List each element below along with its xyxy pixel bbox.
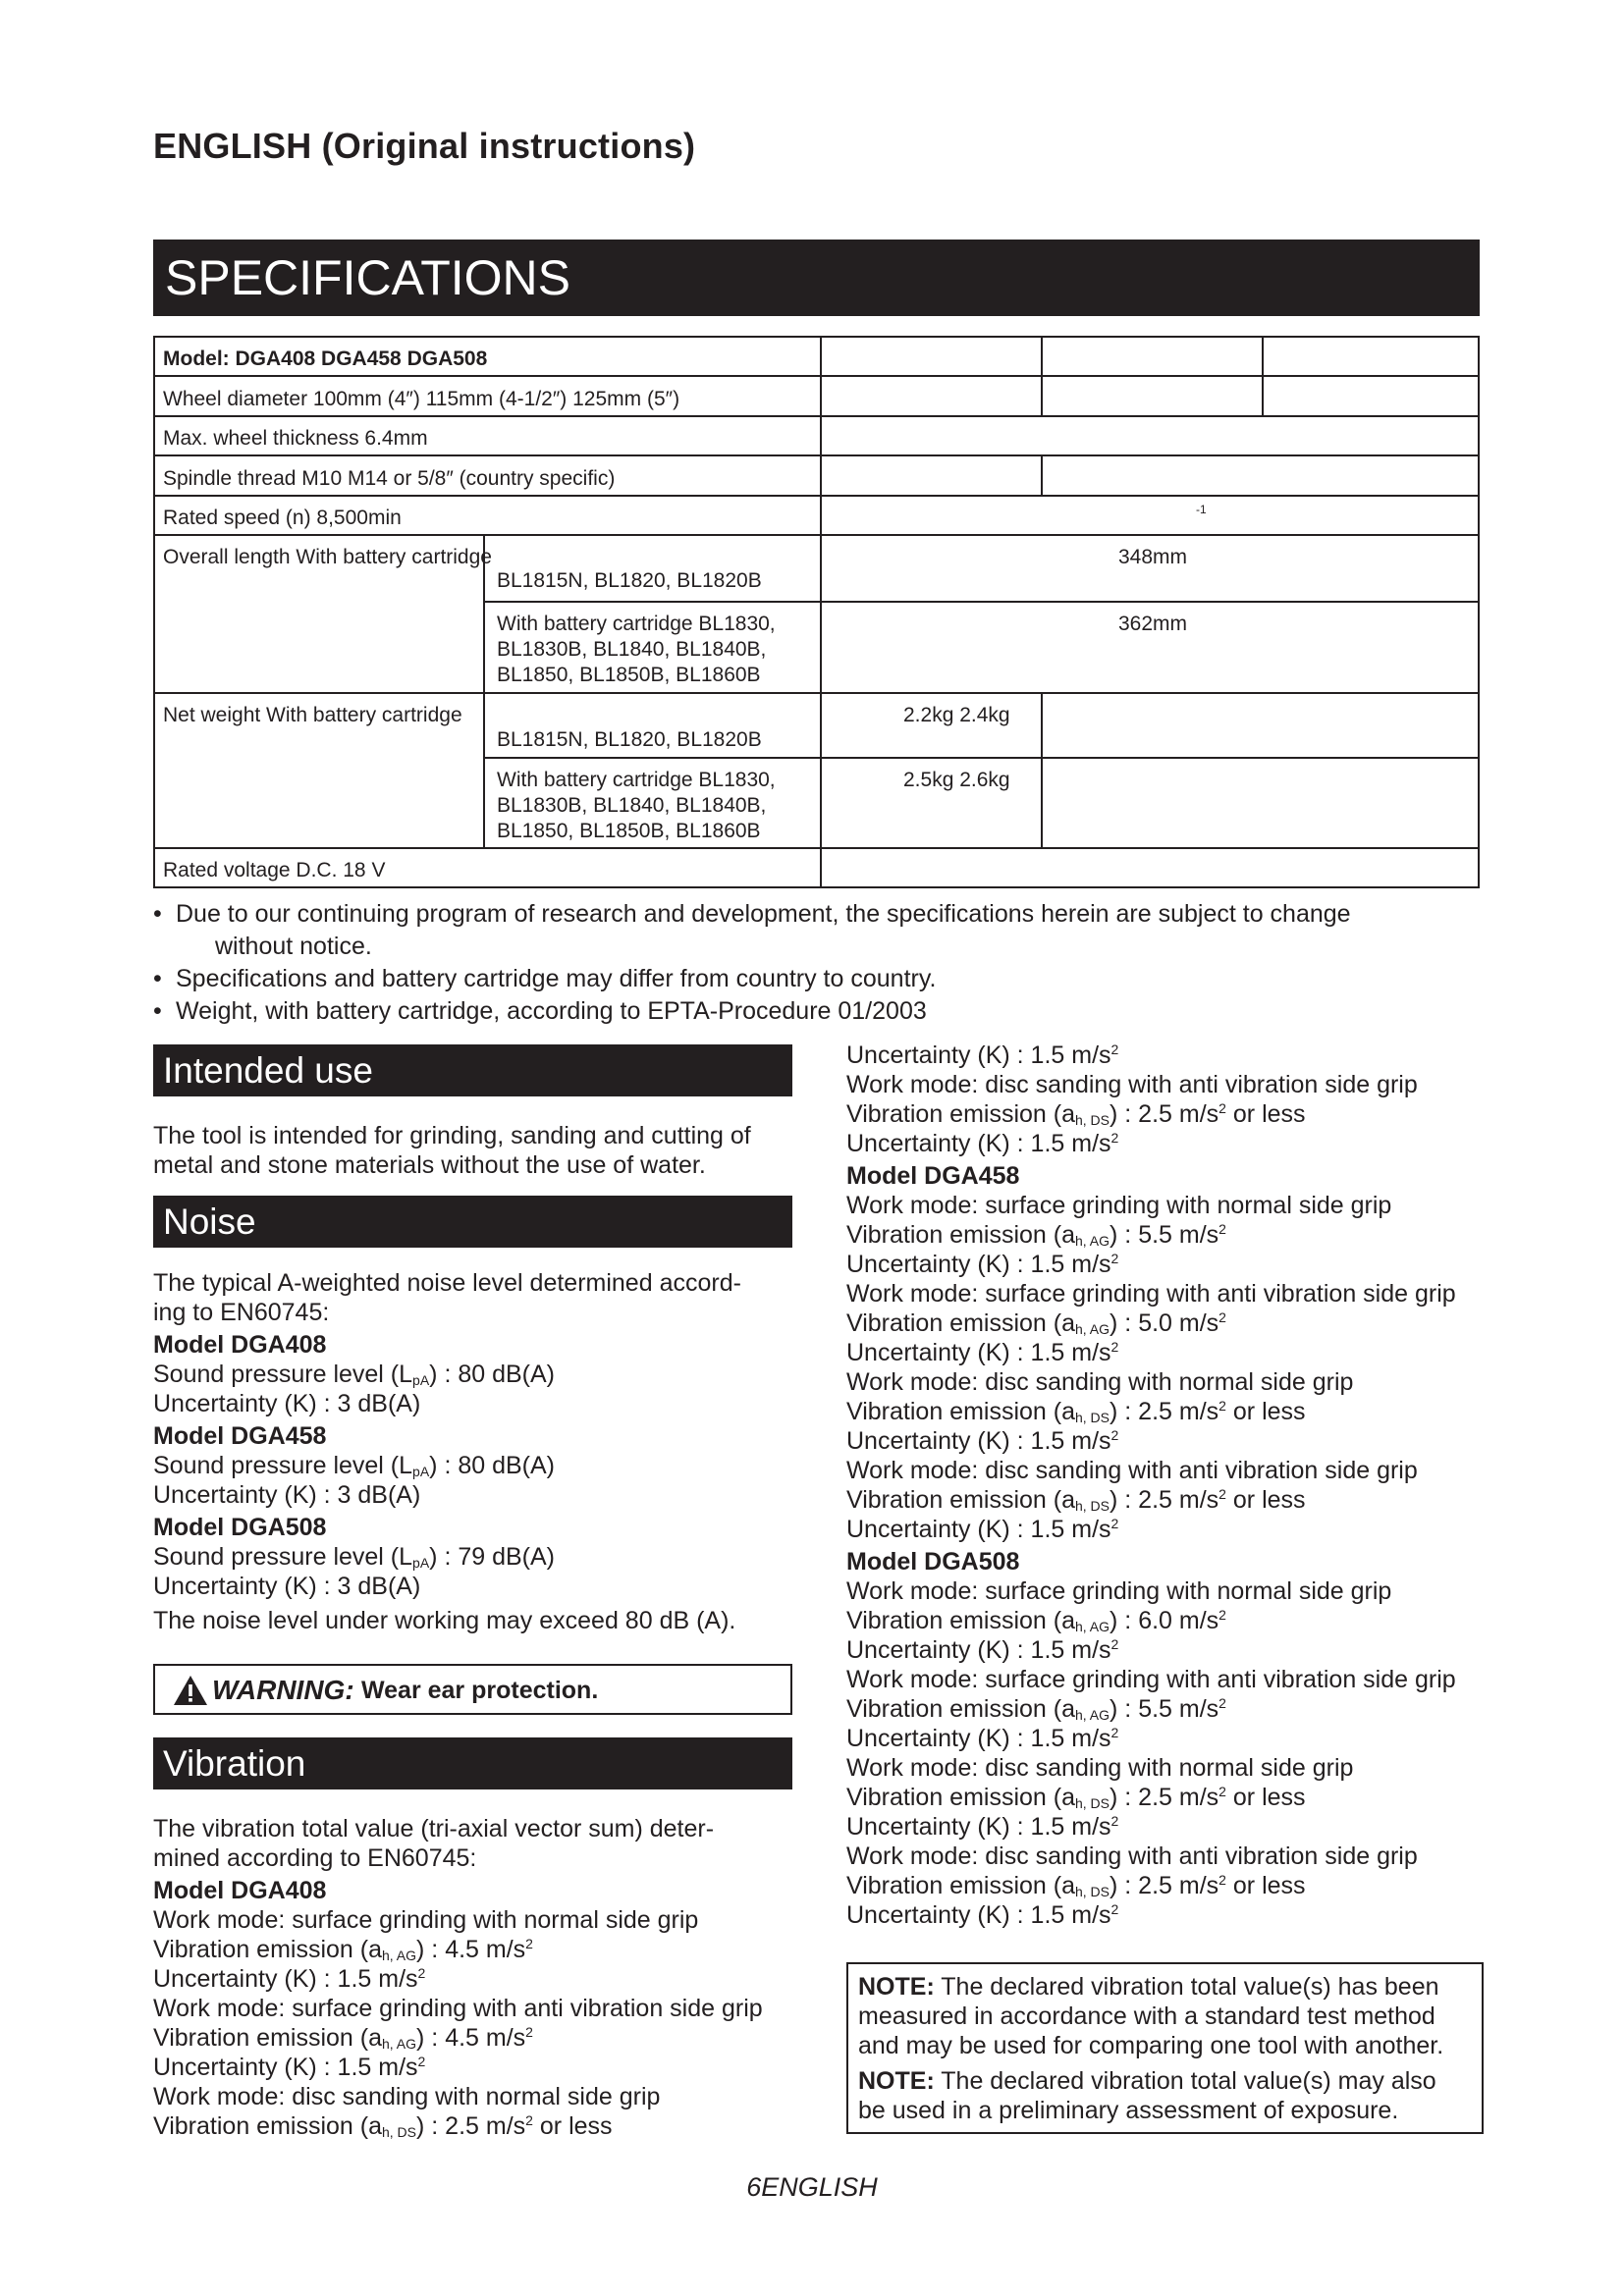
vibration-emission-line: Vibration emission $(a_{h, AG})$ : 5.5 $m/s^2$ (846, 1695, 1226, 1723)
work-mode-line: Work mode: disc sanding with normal side grip (846, 1368, 1354, 1396)
vibration-emission-line: Vibration emission $(a_{h, DS})$ : 2.5 $m/s^2$ or less (846, 1486, 1306, 1514)
vibration-intro-line-1: The vibration total value (tri-axial vector sum) deter- (153, 1815, 715, 1842)
work-mode-line: Work mode: disc sanding with anti vibration side grip (846, 1071, 1418, 1098)
note-1-line-3: and may be used for comparing one tool with another. (858, 2032, 1444, 2059)
page-footer: 6ENGLISH (746, 2172, 878, 2202)
bullet-icon: • (153, 900, 162, 928)
intended-use-line-1: The tool is intended for grinding, sanding and cutting of (153, 1122, 751, 1149)
spec-battery-group-1: BL1815N, BL1820, BL1820B (497, 569, 762, 592)
footnote-1-line-2: without notice. (215, 933, 372, 960)
spec-footnotes (153, 898, 1489, 1028)
note-2-line-1: The declared vibration total value(s) may also (941, 2067, 1436, 2095)
note-box (846, 1962, 1484, 2134)
vibration-model-dga458: Model DGA458 (846, 1162, 1020, 1190)
work-mode-line: Work mode: disc sanding with normal side grip (846, 1754, 1354, 1782)
uncertainty-line: Uncertainty (K) : 1.5 $m/s^2$ (846, 1130, 1119, 1157)
footnote-1 (153, 898, 1489, 963)
spec-battery-group-2-line-3: BL1850, BL1850B, BL1860B (497, 664, 761, 686)
intended-use-line-2: metal and stone materials without the use of water. (153, 1151, 706, 1179)
note-2-line-2: be used in a preliminary assessment of exposure. (858, 2097, 1399, 2124)
uncertainty-line: Uncertainty (K) : 1.5 $m/s^2$ (846, 1516, 1119, 1543)
specifications-table (153, 336, 1480, 888)
specifications-heading: SPECIFICATIONS (153, 240, 1480, 316)
noise-model-dga458: Model DGA458 (153, 1422, 327, 1450)
spec-max-thickness-row: Max. wheel thickness 6.4mm (163, 427, 428, 450)
intended-use-text (153, 1121, 751, 1180)
vibration-emission-line: Vibration emission $(a_{h, AG})$ : 5.5 $m/s^2$ (846, 1221, 1226, 1249)
vibration-emission-line: Vibration emission $(a_{h, DS})$ : 2.5 $m/s^2$ or less (846, 1784, 1306, 1811)
warning-triangle-icon (173, 1675, 208, 1706)
uncertainty-line: Uncertainty (K) : 1.5 $m/s^2$ (153, 2054, 426, 2081)
spec-length-2: 362mm (1118, 613, 1188, 635)
work-mode-line: Work mode: disc sanding with normal side grip (153, 2083, 661, 2110)
uncertainty-line: Uncertainty (K) : 1.5 $m/s^2$ (846, 1427, 1119, 1455)
noise-exceed-note: The noise level under working may exceed 80 dB (A). (153, 1607, 736, 1634)
bullet-icon: • (153, 997, 162, 1025)
spec-battery-group-2-weight-line-2: BL1830B, BL1840, BL1840B, (497, 794, 767, 817)
spec-weight-2: 2.5kg 2.6kg (903, 769, 1010, 791)
work-mode-line: Work mode: disc sanding with anti vibration side grip (846, 1457, 1418, 1484)
spec-battery-group-2-line-1: With battery cartridge BL1830, (497, 613, 776, 635)
note-2-label: NOTE: (858, 2067, 935, 2095)
footnote-1-line-1: Due to our continuing program of research and development, the specifications herein are subject to change (176, 900, 1351, 928)
warning-text: Wear ear protection. (361, 1677, 599, 1704)
spec-net-weight-label: Net weight With battery cartridge (163, 704, 462, 726)
spec-battery-group-2-weight-line-3: BL1850, BL1850B, BL1860B (497, 820, 761, 842)
noise-uncertainty-dga508: Uncertainty (K) : 3 dB(A) (153, 1573, 421, 1600)
work-mode-line: Work mode: surface grinding with anti vibration side grip (846, 1280, 1456, 1308)
vibration-emission-line: Vibration emission $(a_{h, DS})$ : 2.5 $m/s^2$ or less (846, 1100, 1306, 1128)
spec-rated-speed-superscript: -1 (1196, 503, 1207, 516)
noise-uncertainty-dga408: Uncertainty (K) : 3 dB(A) (153, 1390, 421, 1417)
spec-battery-group-2-line-2: BL1830B, BL1840, BL1840B, (497, 638, 767, 661)
uncertainty-line: Uncertainty (K) : 1.5 $m/s^2$ (846, 1813, 1119, 1841)
vibration-heading: Vibration (153, 1737, 792, 1789)
vibration-model-dga508: Model DGA508 (846, 1548, 1020, 1575)
noise-spl-dga458: Sound pressure level $(L_{pA})$ : 80 dB(A) (153, 1452, 556, 1479)
warning-box (153, 1664, 792, 1715)
vibration-right-column (846, 1041, 1456, 1930)
spec-weight-1: 2.2kg 2.4kg (903, 704, 1010, 726)
noise-section (153, 1268, 741, 1635)
work-mode-line: Work mode: disc sanding with anti vibration side grip (846, 1842, 1418, 1870)
note-1-label: NOTE: (858, 1973, 935, 2001)
spec-model-row: Model: DGA408 DGA458 DGA508 (163, 347, 488, 370)
spec-rated-speed-row: Rated speed (n) 8,500min (163, 507, 402, 529)
work-mode-line: Work mode: surface grinding with anti vibration side grip (846, 1666, 1456, 1693)
spec-battery-group-2-weight-line-1: With battery cartridge BL1830, (497, 769, 776, 791)
spec-battery-group-1-weight: BL1815N, BL1820, BL1820B (497, 728, 762, 751)
table-grid (153, 336, 1480, 888)
work-mode-line: Work mode: surface grinding with anti vibration side grip (153, 1995, 763, 2022)
warning-label: WARNING: (212, 1675, 354, 1705)
vibration-emission-line: Vibration emission $(a_{h, DS})$ : 2.5 $m/s^2$ or less (846, 1398, 1306, 1425)
spec-spindle-thread-row: Spindle thread M10 M14 or 5/8″ (country specific) (163, 467, 616, 490)
note-1-line-2: measured in accordance with a standard test method (858, 2002, 1435, 2030)
uncertainty-line: Uncertainty (K) : 1.5 $m/s^2$ (846, 1339, 1119, 1366)
vibration-emission-line: Vibration emission $(a_{h, AG})$ : 6.0 $m/s^2$ (846, 1607, 1226, 1634)
vibration-model-dga408: Model DGA408 (153, 1877, 327, 1904)
uncertainty-line: Uncertainty (K) : 1.5 $m/s^2$ (846, 1636, 1119, 1664)
note-1-line-1: The declared vibration total value(s) has been (941, 1973, 1439, 2001)
uncertainty-line: Uncertainty (K) : 1.5 $m/s^2$ (846, 1901, 1119, 1929)
work-mode-line: Work mode: surface grinding with normal side grip (846, 1192, 1392, 1219)
note-1 (858, 1972, 1482, 2060)
intended-use-heading: Intended use (153, 1044, 792, 1096)
footnote-3-text: Weight, with battery cartridge, according to EPTA-Procedure 01/2003 (176, 997, 927, 1025)
noise-uncertainty-dga458: Uncertainty (K) : 3 dB(A) (153, 1481, 421, 1509)
uncertainty-line: Uncertainty (K) : 1.5 $m/s^2$ (846, 1041, 1119, 1069)
noise-model-dga508: Model DGA508 (153, 1514, 327, 1541)
vibration-emission-line: Vibration emission $(a_{h, AG})$ : 4.5 $m/s^2$ (153, 1936, 533, 1963)
footnote-3 (153, 995, 1489, 1028)
noise-spl-dga508: Sound pressure level $(L_{pA})$ : 79 dB(A) (153, 1543, 556, 1571)
spec-length-1: 348mm (1118, 546, 1188, 568)
footnote-2-text: Specifications and battery cartridge may differ from country to country. (176, 965, 937, 992)
bullet-icon: • (153, 965, 162, 992)
noise-heading: Noise (153, 1196, 792, 1248)
vibration-emission-line: Vibration emission $(a_{h, AG})$ : 5.0 $m/s^2$ (846, 1309, 1226, 1337)
vibration-emission-line: Vibration emission $(a_{h, DS})$ : 2.5 $m/s^2$ or less (846, 1872, 1306, 1899)
noise-intro-line-2: ing to EN60745: (153, 1299, 330, 1326)
page-title: ENGLISH (Original instructions) (153, 126, 696, 166)
vibration-left-column (153, 1814, 763, 2141)
spec-wheel-diameter-row: Wheel diameter 100mm (4″) 115mm (4-1/2″) 125mm (5″) (163, 388, 680, 410)
note-2 (858, 2066, 1482, 2125)
spec-overall-length-label: Overall length With battery cartridge (163, 546, 492, 568)
uncertainty-line: Uncertainty (K) : 1.5 $m/s^2$ (153, 1965, 426, 1993)
footnote-2 (153, 963, 1489, 995)
work-mode-line: Work mode: surface grinding with normal side grip (846, 1577, 1392, 1605)
vibration-intro-line-2: mined according to EN60745: (153, 1844, 477, 1872)
noise-spl-dga408: Sound pressure level $(L_{pA})$ : 80 dB(A) (153, 1361, 556, 1388)
vibration-emission-line: Vibration emission $(a_{h, AG})$ : 4.5 $m/s^2$ (153, 2024, 533, 2052)
spec-rated-voltage-row: Rated voltage D.C. 18 V (163, 859, 386, 881)
uncertainty-line: Uncertainty (K) : 1.5 $m/s^2$ (846, 1725, 1119, 1752)
work-mode-line: Work mode: surface grinding with normal side grip (153, 1906, 699, 1934)
noise-model-dga408: Model DGA408 (153, 1331, 327, 1359)
vibration-emission-line: Vibration emission $(a_{h, DS})$ : 2.5 $m/s^2$ or less (153, 2112, 613, 2140)
noise-intro-line-1: The typical A-weighted noise level determined accord- (153, 1269, 741, 1297)
uncertainty-line: Uncertainty (K) : 1.5 $m/s^2$ (846, 1251, 1119, 1278)
